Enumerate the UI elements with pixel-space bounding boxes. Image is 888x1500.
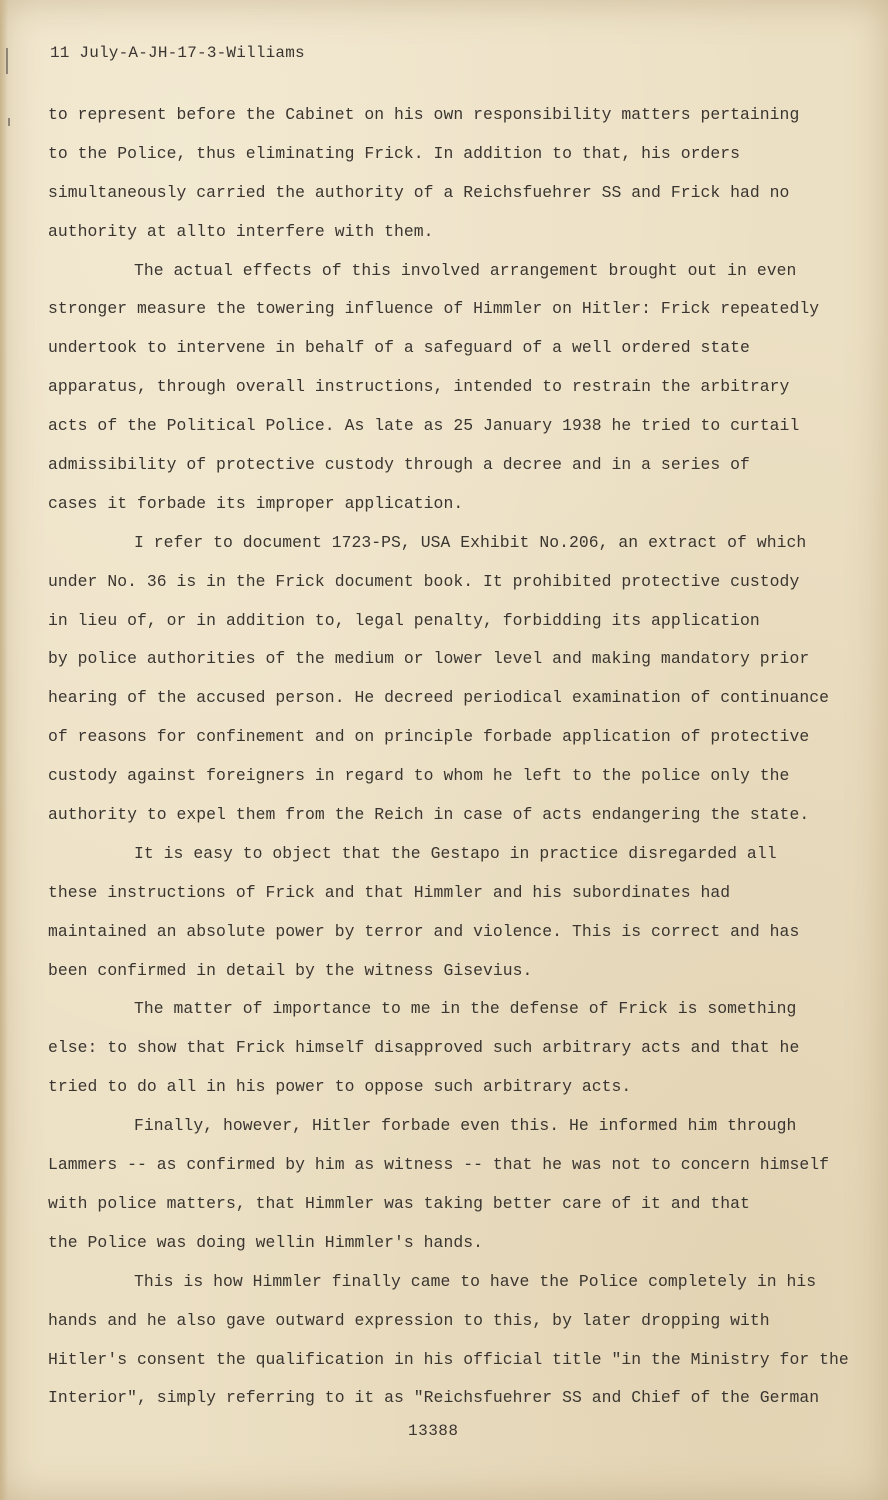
text-line: maintained an absolute power by terror and violence. This is correct and has	[48, 921, 800, 941]
text-line: Hitler's consent the qualification in his official title "in the Ministry for the	[48, 1349, 849, 1369]
text-line: tried to do all in his power to oppose such arbitrary acts.	[48, 1077, 632, 1097]
text-line: to the Police, thus eliminating Frick. In addition to that, his orders	[48, 143, 741, 163]
page-edge-shadow	[0, 0, 8, 1500]
text-line: authority at allto interfere with them.	[48, 221, 434, 241]
text-line: else: to show that Frick himself disapproved such arbitrary acts and that he	[48, 1038, 800, 1058]
text-line: The actual effects of this involved arrangement brought out in even	[134, 260, 797, 280]
text-line: Finally, however, Hitler forbade even this. He informed him through	[134, 1116, 797, 1136]
text-line: hearing of the accused person. He decreed periodical examination of continuance	[48, 688, 829, 708]
document-body	[48, 100, 848, 1422]
margin-mark	[6, 48, 8, 74]
text-line: simultaneously carried the authority of a Reichsfuehrer SS and Frick had no	[48, 182, 790, 202]
margin-mark	[8, 118, 10, 126]
text-line: to represent before the Cabinet on his own responsibility matters pertaining	[48, 105, 800, 124]
text-line: This is how Himmler finally came to have the Police completely in his	[134, 1271, 817, 1291]
text-line: acts of the Political Police. As late as 25 January 1938 he tried to curtail	[48, 416, 800, 436]
text-line: with police matters, that Himmler was taking better care of it and that	[48, 1193, 750, 1213]
text-line: Lammers -- as confirmed by him as witness -- that he was not to concern himself	[48, 1155, 829, 1175]
page-number: 13388	[408, 1422, 459, 1440]
text-line: cases it forbade its improper application.	[48, 493, 464, 513]
text-line: hands and he also gave outward expression to this, by later dropping with	[48, 1310, 770, 1330]
text-line: stronger measure the towering influence of Himmler on Hitler: Frick repeatedly	[48, 299, 820, 319]
text-line: by police authorities of the medium or lower level and making mandatory prior	[48, 649, 810, 669]
text-line: in lieu of, or in addition to, legal penalty, forbidding its application	[48, 610, 760, 630]
text-line: undertook to intervene in behalf of a safeguard of a well ordered state	[48, 338, 750, 358]
text-line: been confirmed in detail by the witness Gisevius.	[48, 960, 533, 980]
text-line: the Police was doing wellin Himmler's hands.	[48, 1232, 483, 1252]
text-line: I refer to document 1723-PS, USA Exhibit No.206, an extract of which	[134, 532, 807, 552]
text-line: of reasons for confinement and on principle forbade application of protective	[48, 727, 810, 747]
text-line: Interior", simply referring to it as "Reichsfuehrer SS and Chief of the German	[48, 1388, 820, 1408]
text-line: custody against foreigners in regard to whom he left to the police only the	[48, 766, 790, 786]
text-line: authority to expel them from the Reich in case of acts endangering the state.	[48, 805, 810, 825]
text-line: The matter of importance to me in the defense of Frick is something	[134, 999, 797, 1019]
text-line: under No. 36 is in the Frick document book. It prohibited protective custody	[48, 571, 800, 591]
document-header: 11 July-A-JH-17-3-Williams	[50, 44, 305, 62]
text-line: apparatus, through overall instructions, intended to restrain the arbitrary	[48, 377, 790, 397]
text-line: admissibility of protective custody through a decree and in a series of	[48, 455, 750, 475]
text-line: It is easy to object that the Gestapo in practice disregarded all	[134, 843, 777, 863]
text-line: these instructions of Frick and that Himmler and his subordinates had	[48, 882, 731, 902]
